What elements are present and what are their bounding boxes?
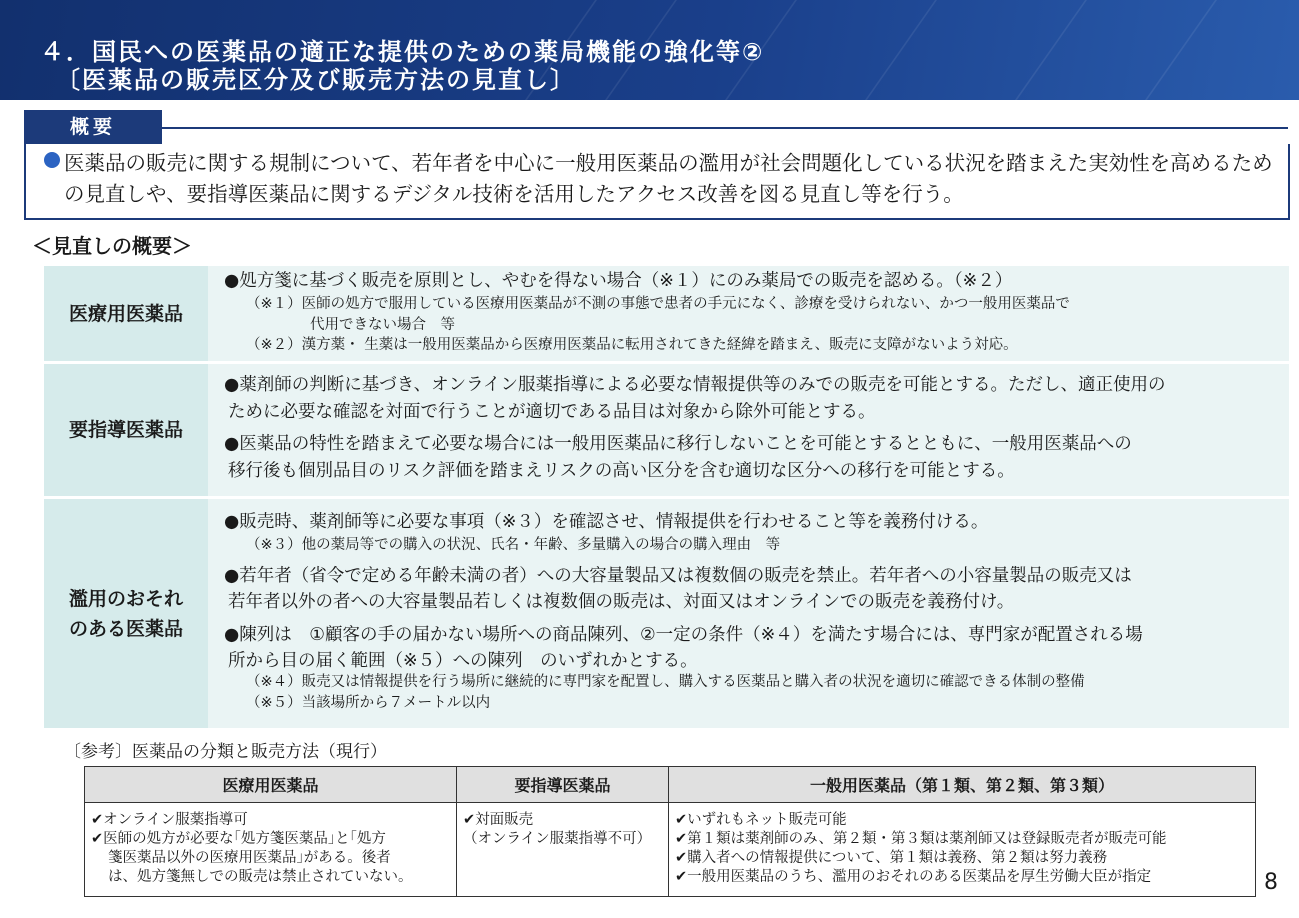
abuse-bullet-2-line-1: ●若年者（省令で定める年齢未満の者）への大容量製品又は複数個の販売を禁止。若年者への小容量製品の販売又は: [224, 566, 1132, 586]
overview-text: 医薬品の販売に関する規制について、若年者を中心に一般用医薬品の濫用が社会問題化している状況を踏まえた実効性を高めるための見直しや、要指導医薬品に関するデジタル技術を活用したアクセス改善を図る見直し等を行う。: [64, 151, 1273, 206]
guidance-bullet-1-line-2: ために必要な確認を対面で行うことが適切である品目は対象から除外可能とする。: [228, 402, 876, 422]
note-4: （※４）販売又は情報提供を行う場所に継続的に専門家を配置し、購入する医薬品と購入者の状況を適切に確認できる体制の整備: [246, 674, 1085, 690]
cell-line: ✔対面販売: [463, 812, 534, 828]
row-label-guidance: 要指導医薬品: [44, 364, 208, 496]
abuse-bullet-3-line-2: 所から目の届く範囲（※５）への陳列 のいずれかとする。: [228, 651, 698, 671]
overview-divider: [162, 127, 1288, 129]
note-3: （※３）他の薬局等での購入の状況、氏名・年齢、多量購入の場合の購入理由 等: [246, 537, 781, 553]
row-label-abuse-risk: [44, 499, 208, 728]
cell-line: ✔第１類は薬剤師のみ、第２類・第３類は薬剤師又は登録販売者が販売可能: [675, 831, 1167, 847]
cell-line: （オンライン服薬指導不可）: [463, 831, 652, 847]
prescription-bullet-1: ●処方箋に基づく販売を原則とし、やむを得ない場合（※１）にのみ薬局での販売を認める。（※２）: [224, 271, 1013, 291]
row-label-line-2: のある医薬品: [68, 617, 183, 640]
cell-line: 箋医薬品以外の医療用医薬品｣がある。後者: [108, 850, 391, 866]
cell-line: ✔オンライン服薬指導可: [91, 812, 248, 828]
summary-row-prescription: [44, 266, 1289, 361]
cell-line: ✔一般用医薬品のうち、濫用のおそれのある医薬品を厚生労働大臣が指定: [675, 869, 1152, 885]
summary-row-abuse-risk: [44, 499, 1289, 728]
row-label-line-1: 濫用のおそれ: [68, 587, 183, 610]
reference-table: [84, 766, 1256, 897]
cell-line: ✔いずれもネット販売可能: [675, 812, 847, 828]
cell-line: は、処方箋無しでの販売は禁止されていない。: [108, 869, 413, 885]
cell-otc: [669, 803, 1256, 897]
row-label-prescription: 医療用医薬品: [44, 266, 208, 361]
guidance-bullet-1-line-1: ●薬剤師の判断に基づき、オンライン服薬指導による必要な情報提供等のみでの販売を可能とする。ただし、適正使用の: [224, 375, 1166, 395]
cell-guidance: [457, 803, 669, 897]
abuse-bullet-2-line-2: 若年者以外の者への大容量製品若しくは複数個の販売は、対面又はオンラインでの販売を義務付け。: [228, 592, 1015, 612]
column-header-otc: 一般用医薬品（第１類、第２類、第３類）: [669, 767, 1256, 803]
summary-row-guidance: [44, 364, 1289, 496]
guidance-bullet-2-line-1: ●医薬品の特性を踏まえて必要な場合には一般用医薬品に移行しないことを可能とするとともに、一般用医薬品への: [224, 434, 1132, 454]
column-header-prescription: 医療用医薬品: [85, 767, 457, 803]
guidance-bullet-2-line-2: 移行後も個別品目のリスク評価を踏まえリスクの高い区分を含む適切な区分への移行を可能とする。: [228, 461, 1015, 481]
page-title-line-1: ４．国民への医薬品の適正な提供のための薬局機能の強化等②: [40, 38, 765, 66]
table-header-row: [85, 767, 1256, 803]
note-1-line-2: 代用できない場合 等: [310, 317, 455, 333]
note-5: （※５）当該場所から７メートル以内: [246, 695, 491, 711]
abuse-bullet-3-line-1: ●陳列は ①顧客の手の届かない場所への商品陳列、②一定の条件（※４）を満たす場合には、専門家が配置される場: [224, 625, 1143, 645]
cell-line: ✔購入者への情報提供について、第１類は義務、第２類は努力義務: [675, 850, 1108, 866]
overview-label: 概要: [24, 110, 162, 144]
page-number: 8: [1264, 870, 1278, 895]
table-row: [85, 803, 1256, 897]
reference-caption: 〔参考〕医薬品の分類と販売方法（現行）: [64, 742, 387, 762]
note-1-line-1: （※１）医師の処方で服用している医療用医薬品が不測の事態で患者の手元になく、診療を受けられない、かつ一般用医薬品で: [246, 296, 1070, 312]
column-header-guidance: 要指導医薬品: [457, 767, 669, 803]
cell-line: ✔医師の処方が必要な｢処方箋医薬品｣と｢処方: [91, 831, 386, 847]
note-2: （※２）漢方薬・ 生薬は一般用医薬品から医療用医薬品に転用されてきた経緯を踏まえ、販売に支障がないよう対応。: [246, 337, 1018, 353]
abuse-bullet-1: ●販売時、薬剤師等に必要な事項（※３）を確認させ、情報提供を行わせること等を義務付ける。: [224, 512, 989, 532]
summary-heading: ＜見直しの概要＞: [32, 234, 192, 258]
title-banner: [0, 0, 1299, 100]
cell-prescription: [85, 803, 457, 897]
page-title-line-2: 〔医薬品の販売区分及び販売方法の見直し〕: [56, 66, 576, 94]
bullet-dot-icon: [44, 152, 60, 168]
